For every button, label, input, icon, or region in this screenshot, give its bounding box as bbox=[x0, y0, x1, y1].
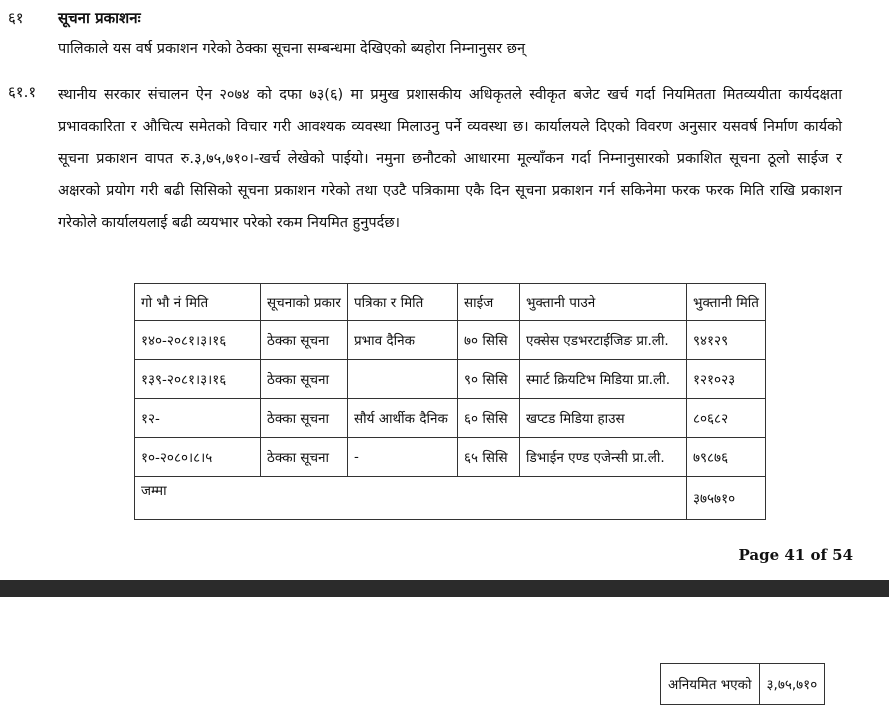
cell-size: ६० सिसि bbox=[458, 399, 520, 438]
page-separator bbox=[0, 580, 889, 597]
section-number: ६१ bbox=[8, 9, 24, 27]
page-number: Page 41 of 54 bbox=[738, 546, 853, 564]
cell-notice-type: ठेक्का सूचना bbox=[261, 438, 348, 477]
table-row bbox=[135, 438, 766, 477]
cell-voucher-date: १२- bbox=[135, 399, 261, 438]
cell-payee: खप्टड मिडिया हाउस bbox=[520, 399, 687, 438]
cell-payee: डिभाईन एण्ड एजेन्सी प्रा.ली. bbox=[520, 438, 687, 477]
cell-amount: १२१०२३ bbox=[687, 360, 766, 399]
cell-amount: ९४१२९ bbox=[687, 321, 766, 360]
header-voucher-date: गो भौ नं मिति bbox=[135, 284, 261, 321]
cell-amount: ७९८७६ bbox=[687, 438, 766, 477]
publication-table bbox=[134, 283, 766, 520]
cell-size: ९० सिसि bbox=[458, 360, 520, 399]
cell-size: ६५ सिसि bbox=[458, 438, 520, 477]
total-label: जम्मा bbox=[135, 477, 687, 520]
table-header-row bbox=[135, 284, 766, 321]
header-payment-amount: भुक्तानी मिति bbox=[687, 284, 766, 321]
section-title: सूचना प्रकाशनः bbox=[58, 9, 141, 27]
cell-newspaper: - bbox=[348, 438, 458, 477]
cell-voucher-date: १३९-२०८१।३।१६ bbox=[135, 360, 261, 399]
irregular-value: ३,७५,७१० bbox=[759, 664, 825, 705]
irregular-amount-box bbox=[660, 663, 825, 705]
table-row bbox=[135, 399, 766, 438]
subsection-number: ६१.१ bbox=[8, 83, 37, 101]
cell-notice-type: ठेक्का सूचना bbox=[261, 399, 348, 438]
cell-size: ७० सिसि bbox=[458, 321, 520, 360]
cell-newspaper: सौर्य आर्थीक दैनिक bbox=[348, 399, 458, 438]
header-size: साईज bbox=[458, 284, 520, 321]
table-row bbox=[135, 321, 766, 360]
cell-payee: एक्सेस एडभरटाईजिङ प्रा.ली. bbox=[520, 321, 687, 360]
cell-newspaper bbox=[348, 360, 458, 399]
cell-notice-type: ठेक्का सूचना bbox=[261, 360, 348, 399]
total-value: ३७५७१० bbox=[687, 477, 766, 520]
cell-amount: ८०६८२ bbox=[687, 399, 766, 438]
section-intro: पालिकाले यस वर्ष प्रकाशन गरेको ठेक्का सूचना सम्बन्धमा देखिएको ब्यहोरा निम्नानुसर छन् bbox=[58, 41, 525, 57]
header-notice-type: सूचनाको प्रकार bbox=[261, 284, 348, 321]
cell-payee: स्मार्ट क्रियटिभ मिडिया प्रा.ली. bbox=[520, 360, 687, 399]
table-row bbox=[135, 360, 766, 399]
subsection-paragraph: स्थानीय सरकार संचालन ऐन २०७४ को दफा ७३(६) मा प्रमुख प्रशासकीय अधिकृतले स्वीकृत बजेट खर्च गर्दा नियमितता मितव्ययीता कार्यदक्षता प्रभावकारिता र औचित्य समेतको विचार गरी आवश्यक व्यवस्था मिलाउनु पर्ने व्यवस्था छ। कार्यालयले दिएको विवरण अनुसार यसवर्ष निर्माण कार्यको सूचना प्रकाशन वापत रु.३,७५,७१०।-खर्च लेखेको पाईयो। नमुना छनौटको आधारमा मूल्याँकन गर्दा निम्नानुसारको प्रकाशित सूचना ठूलो साईज र अक्षरको प्रयोग गरी बढी सिसिको सूचना प्रकाशन गरेको तथा एउटै पत्रिकामा एकै दिन सूचना प्रकाशन गर्न सकिनेमा फरक फरक मिति राखि प्रकाशन गरेकोले कार्यालयलाई बढी व्ययभार परेको रकम नियमित हुनुपर्दछ। bbox=[58, 87, 842, 231]
cell-voucher-date: १०-२०८०।८।५ bbox=[135, 438, 261, 477]
header-newspaper-date: पत्रिका र मिति bbox=[348, 284, 458, 321]
irregular-label: अनियमित भएको bbox=[661, 664, 760, 705]
cell-notice-type: ठेक्का सूचना bbox=[261, 321, 348, 360]
cell-newspaper: प्रभाव दैनिक bbox=[348, 321, 458, 360]
cell-voucher-date: १४०-२०८१।३।१६ bbox=[135, 321, 261, 360]
table-total-row bbox=[135, 477, 766, 520]
header-payee: भुक्तानी पाउने bbox=[520, 284, 687, 321]
